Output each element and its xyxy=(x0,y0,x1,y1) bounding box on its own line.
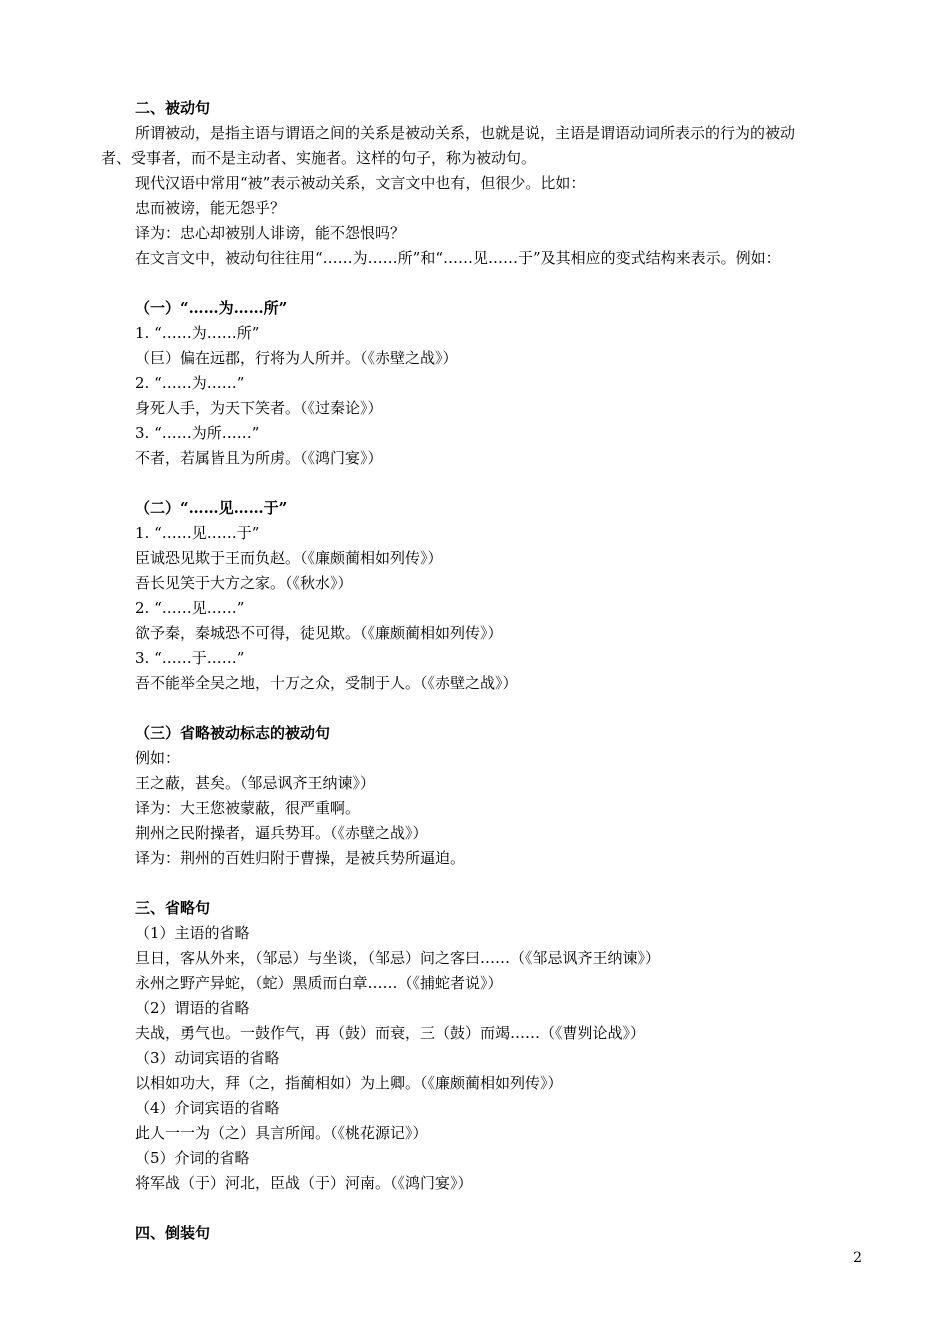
text-line: 在文言文中，被动句往往用“……为……所”和“……见……于”及其相应的变式结构来表示。例如： xyxy=(135,249,781,267)
text-line: （2）谓语的省略 xyxy=(135,999,250,1017)
text-line: 3. “……于……” xyxy=(135,649,245,667)
text-line: 1. “……为……所” xyxy=(135,324,260,342)
text-line: 忠而被谤，能无怨乎？ xyxy=(135,199,286,217)
spacer xyxy=(135,471,875,496)
text-line: 译为：大王您被蒙蔽，很严重啊。 xyxy=(135,799,361,817)
page-content xyxy=(101,96,875,1246)
text-line: （巨）偏在远郡，行将为人所并。（《赤壁之战》） xyxy=(135,349,458,367)
text-line: （5）介词的省略 xyxy=(135,1149,250,1167)
text-line: 例如： xyxy=(135,749,181,767)
text-line: 欲予秦，秦城恐不可得，徒见欺。（《廉颇蔺相如列传》） xyxy=(135,624,503,642)
text-line: 现代汉语中常用“被”表示被动关系，文言文中也有，但很少。比如： xyxy=(135,174,586,192)
text-line: 旦日，客从外来，（邹忌）与坐谈，（邹忌）问之客曰……（《邹忌讽齐王纳谏》） xyxy=(135,949,661,967)
text-line: 吾不能举全吴之地，十万之众，受制于人。（《赤壁之战》） xyxy=(135,674,518,692)
spacer xyxy=(135,871,875,896)
text-line: （3）动词宾语的省略 xyxy=(135,1049,280,1067)
text-line: 不者，若属皆且为所虏。（《鸿门宴》） xyxy=(135,449,383,467)
spacer xyxy=(135,696,875,721)
text-line: 王之蔽，甚矣。（邹忌讽齐王纳谏》） xyxy=(135,774,376,792)
text-line: 臣诚恐见欺于王而负赵。（《廉颇蔺相如列传》） xyxy=(135,549,443,567)
text-line: 夫战，勇气也。一鼓作气，再（鼓）而衰，三（鼓）而竭……（《曹刿论战》） xyxy=(135,1024,646,1042)
text-line: 以相如功大，拜（之，指蔺相如）为上卿。（《廉颇蔺相如列传》） xyxy=(135,1074,563,1092)
text-line: 永州之野产异蛇，（蛇）黑质而白章……（《捕蛇者说》） xyxy=(135,974,503,992)
text-line: 译为：荆州的百姓归附于曹操，是被兵势所逼迫。 xyxy=(135,849,466,867)
text-line: 3. “……为所……” xyxy=(135,424,260,442)
spacer xyxy=(135,271,875,296)
paragraph-definition xyxy=(101,121,875,171)
text-line: 荆州之民附操者，逼兵势耳。（《赤壁之战》） xyxy=(135,824,428,842)
subsection-heading-omitted-marker: （三）省略被动标志的被动句 xyxy=(135,724,331,742)
subsection-heading-jian-yu: （二）“……见……于” xyxy=(135,499,288,517)
section-heading-inversion: 四、倒装句 xyxy=(135,1224,211,1242)
page-number: 2 xyxy=(853,1250,862,1266)
paragraph-line: 者、受事者，而不是主动者、实施者。这样的句子，称为被动句。 xyxy=(101,149,537,167)
text-line: 身死人手，为天下笑者。（《过秦论》） xyxy=(135,399,383,417)
text-line: 译为：忠心却被别人诽谤，能不怨恨吗？ xyxy=(135,224,406,242)
section-heading-passive: 二、被动句 xyxy=(135,99,211,117)
text-line: 将军战（于）河北，臣战（于）河南。（《鸿门宴》） xyxy=(135,1174,473,1192)
text-line: 吾长见笑于大方之家。（《秋水》） xyxy=(135,574,353,592)
text-line: 1. “……见……于” xyxy=(135,524,260,542)
spacer xyxy=(135,1196,875,1221)
text-line: （1）主语的省略 xyxy=(135,924,250,942)
text-line: 2. “……为……” xyxy=(135,374,245,392)
text-line: 此人一一为（之）具言所闻。（《桃花源记》） xyxy=(135,1124,428,1142)
subsection-heading-wei-suo: （一）“……为……所” xyxy=(135,299,288,317)
text-line: 2. “……见……” xyxy=(135,599,245,617)
paragraph-line: 所谓被动，是指主语与谓语之间的关系是被动关系，也就是说，主语是谓语动词所表示的行为的被动 xyxy=(135,124,796,142)
text-line: （4）介词宾语的省略 xyxy=(135,1099,280,1117)
section-heading-ellipsis: 三、省略句 xyxy=(135,899,211,917)
